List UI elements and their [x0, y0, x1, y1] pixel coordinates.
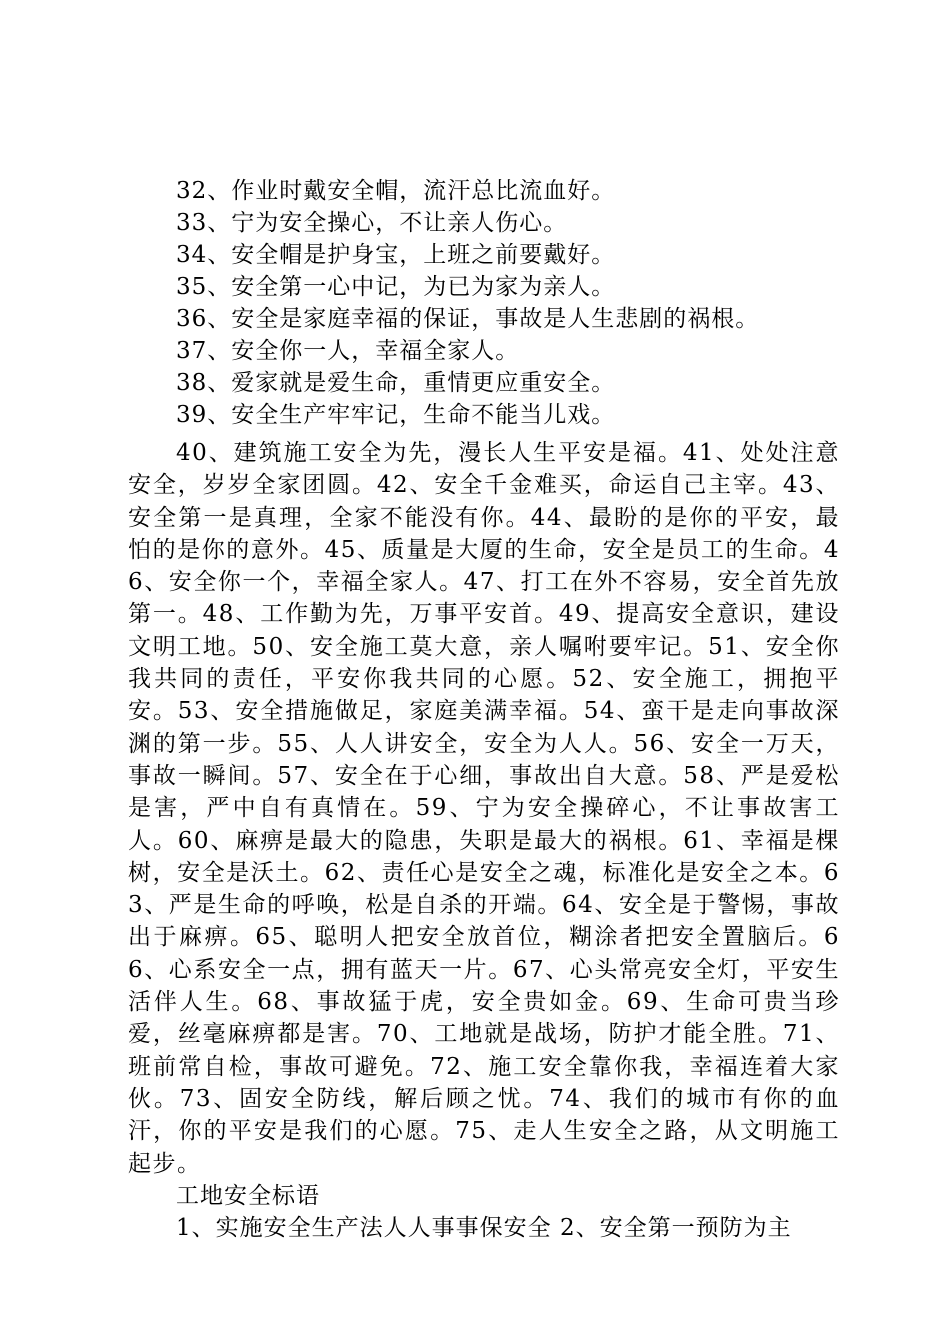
slogan-line-37: 37、安全你一人，幸福全家人。: [176, 338, 520, 364]
slogan-line-33: 33、宁为安全操心，不让亲人伤心。: [176, 210, 568, 236]
slogan-line-34: 34、安全帽是护身宝，上班之前要戴好。: [176, 242, 616, 268]
slogan-line-32: 32、作业时戴安全帽，流汗总比流血好。: [176, 178, 616, 204]
document-body: [128, 175, 840, 1244]
slogan-paragraph: 40、建筑施工安全为先，漫长人生平安是福。41、处处注意安全，岁岁全家团圆。42、安全千金难买，命运自己主宰。43、安全第一是真理，全家不能没有你。44、最盼的是你的平安，最怕的是你的意外。45、质量是大厦的生命，安全是员工的生命。46、安全你一个，幸福全家人。47、打工在外不容易，安全首先放第一。48、工作勤为先，万事平安首。49、提高安全意识，建设文明工地。50、安全施工莫大意，亲人嘱咐要牢记。51、安全你我共同的责任，平安你我共同的心愿。52、安全施工，拥抱平安。53、安全措施做足，家庭美满幸福。54、蛮干是走向事故深渊的第一步。55、人人讲安全，安全为人人。56、安全一万天，事故一瞬间。57、安全在于心细，事故出自大意。58、严是爱松是害，严中自有真情在。59、宁为安全操碎心，不让事故害工人。60、麻痹是最大的隐患，失职是最大的祸根。61、幸福是棵树，安全是沃土。62、责任心是安全之魂，标准化是安全之本。63、严是生命的呼唤，松是自杀的开端。64、安全是于警惕，事故出于麻痹。65、聪明人把安全放首位，糊涂者把安全置脑后。66、心系安全一点，拥有蓝天一片。67、心头常亮安全灯，平安生活伴人生。68、事故猛于虎，安全贵如金。69、生命可贵当珍爱，丝毫麻痹都是害。70、工地就是战场，防护才能全胜。71、班前常自检，事故可避免。72、施工安全靠你我，幸福连着大家伙。73、固安全防线，解后顾之忧。74、我们的城市有你的血汗，你的平安是我们的心愿。75、走人生安全之路，从文明施工起步。: [128, 440, 840, 1177]
slogan-line-35: 35、安全第一心中记，为已为家为亲人。: [176, 274, 616, 300]
section-heading: 工地安全标语: [176, 1182, 320, 1209]
slogan-line-38: 38、爱家就是爱生命，重情更应重安全。: [176, 370, 616, 396]
slogan-line-39: 39、安全生产牢牢记，生命不能当儿戏。: [176, 402, 616, 428]
slogan-line-36: 36、安全是家庭幸福的保证，事故是人生悲剧的祸根。: [176, 306, 760, 332]
slogan-line-final: 1、实施安全生产法人人事事保安全 2、安全第一预防为主: [176, 1214, 792, 1241]
